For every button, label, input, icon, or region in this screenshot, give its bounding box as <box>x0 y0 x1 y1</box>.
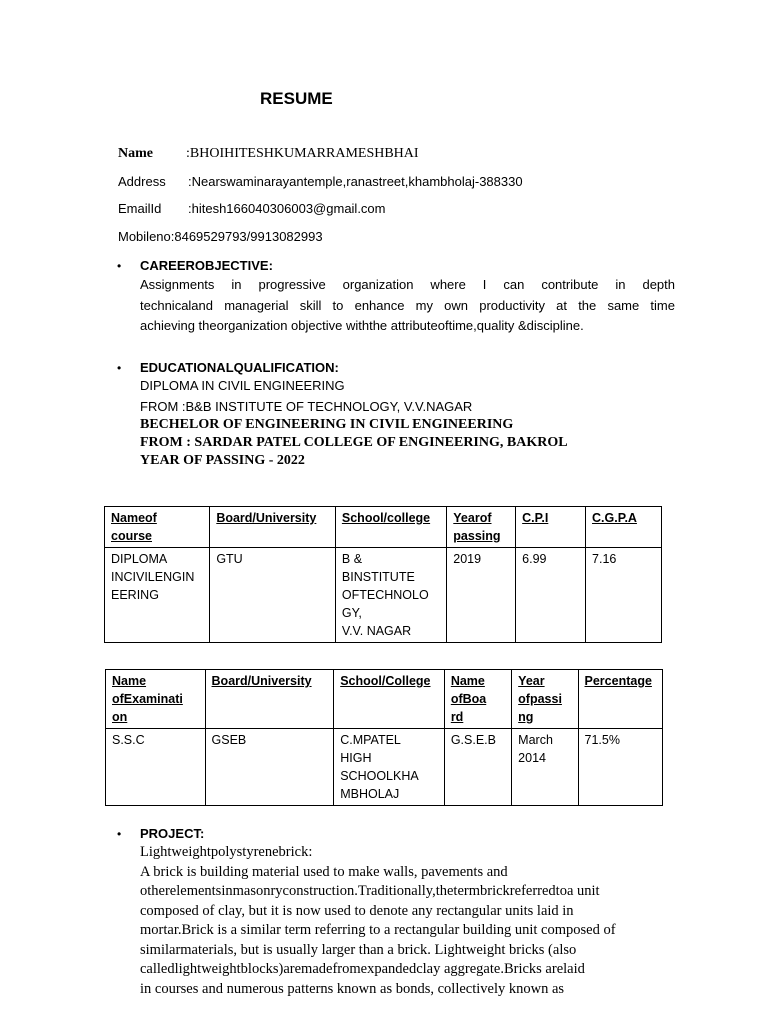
header-cell: C.G.P.A <box>586 507 662 548</box>
objective-heading: CAREEROBJECTIVE: <box>140 258 273 273</box>
table-cell: GSEB <box>205 729 334 806</box>
education-line: DIPLOMA IN CIVIL ENGINEERING <box>140 378 345 393</box>
diploma-table <box>104 506 662 643</box>
header-cell: C.P.I <box>516 507 586 548</box>
education-line: BECHELOR OF ENGINEERING IN CIVIL ENGINEERING <box>140 417 514 432</box>
project-line: calledlightweightblocks)aremadefromexpandedclay aggregate.Bricks arelaid <box>140 961 585 977</box>
header-cell: Name ofExaminati on <box>106 670 206 729</box>
table-cell: 71.5% <box>578 729 662 806</box>
objective-line: Assignments in progressive organization where I can contribute in depth <box>140 277 675 292</box>
education-heading: EDUCATIONALQUALIFICATION: <box>140 360 339 375</box>
project-paragraph <box>140 843 616 999</box>
header-cell: Percentage <box>578 670 662 729</box>
bullet-icon: • <box>117 361 122 375</box>
project-line: mortar.Brick is a similar term referring to a rectangular building unit composed of <box>140 922 616 938</box>
project-line: in courses and numerous patterns known as bonds, collectively known as <box>140 980 565 997</box>
bullet-icon: • <box>117 827 122 841</box>
table-cell: S.S.C <box>106 729 206 806</box>
address-value: :Nearswaminarayantemple,ranastreet,khambholaj-388330 <box>188 174 523 189</box>
objective-paragraph <box>140 275 675 337</box>
education-line: FROM : SARDAR PATEL COLLEGE OF ENGINEERING, BAKROL <box>140 435 568 450</box>
table-header-row <box>105 507 662 548</box>
email-label: EmailId <box>118 201 162 216</box>
project-line: similarmaterials, but is usually larger than a brick. Lightweight bricks (also <box>140 941 577 958</box>
project-line: otherelementsinmasonryconstruction.Traditionally,thetermbrickreferredtoa unit <box>140 883 600 899</box>
table-cell: 2019 <box>447 548 516 643</box>
table-row <box>105 548 662 643</box>
header-cell: Board/University <box>210 507 336 548</box>
header-cell: School/college <box>335 507 446 548</box>
table-cell: DIPLOMA INCIVILENGIN EERING <box>105 548 210 643</box>
header-cell: Nameof course <box>105 507 210 548</box>
objective-line: technicaland managerial skill to enhance my own productivity at the same time <box>140 297 675 313</box>
project-line: composed of clay, but it is now used to denote any rectangular units laid in <box>140 902 574 919</box>
project-line: Lightweightpolystyrenebrick: <box>140 844 313 860</box>
objective-line: achieving theorganization objective withthe attributeoftime,quality &discipline. <box>140 318 584 333</box>
table-cell: GTU <box>210 548 336 643</box>
resume-title: RESUME <box>260 89 333 108</box>
table-header-row <box>106 670 663 729</box>
bullet-icon: • <box>117 259 122 273</box>
table-cell: 7.16 <box>586 548 662 643</box>
address-label: Address <box>118 174 166 189</box>
table-cell: B & BINSTITUTE OFTECHNOLO GY, V.V. NAGAR <box>335 548 446 643</box>
project-line: A brick is building material used to make walls, pavements and <box>140 863 508 880</box>
header-cell: Yearof passing <box>447 507 516 548</box>
mobile-line: Mobileno:8469529793/9913082993 <box>118 229 323 244</box>
table-cell: 6.99 <box>516 548 586 643</box>
header-cell: Year ofpassi ng <box>512 670 578 729</box>
header-cell: Name ofBoa rd <box>444 670 511 729</box>
name-value: :BHOIHITESHKUMARRAMESHBHAI <box>186 146 419 161</box>
table-row <box>106 729 663 806</box>
name-label: Name <box>118 146 153 161</box>
education-line: YEAR OF PASSING - 2022 <box>140 453 305 468</box>
table-cell: C.MPATEL HIGH SCHOOLKHA MBHOLAJ <box>334 729 445 806</box>
ssc-table <box>105 669 663 806</box>
education-line: FROM :B&B INSTITUTE OF TECHNOLOGY, V.V.NAGAR <box>140 399 473 414</box>
header-cell: Board/University <box>205 670 334 729</box>
header-cell: School/College <box>334 670 445 729</box>
table-cell: G.S.E.B <box>444 729 511 806</box>
project-heading: PROJECT: <box>140 826 205 841</box>
table-cell: March 2014 <box>512 729 578 806</box>
email-value: :hitesh166040306003@gmail.com <box>188 201 386 216</box>
